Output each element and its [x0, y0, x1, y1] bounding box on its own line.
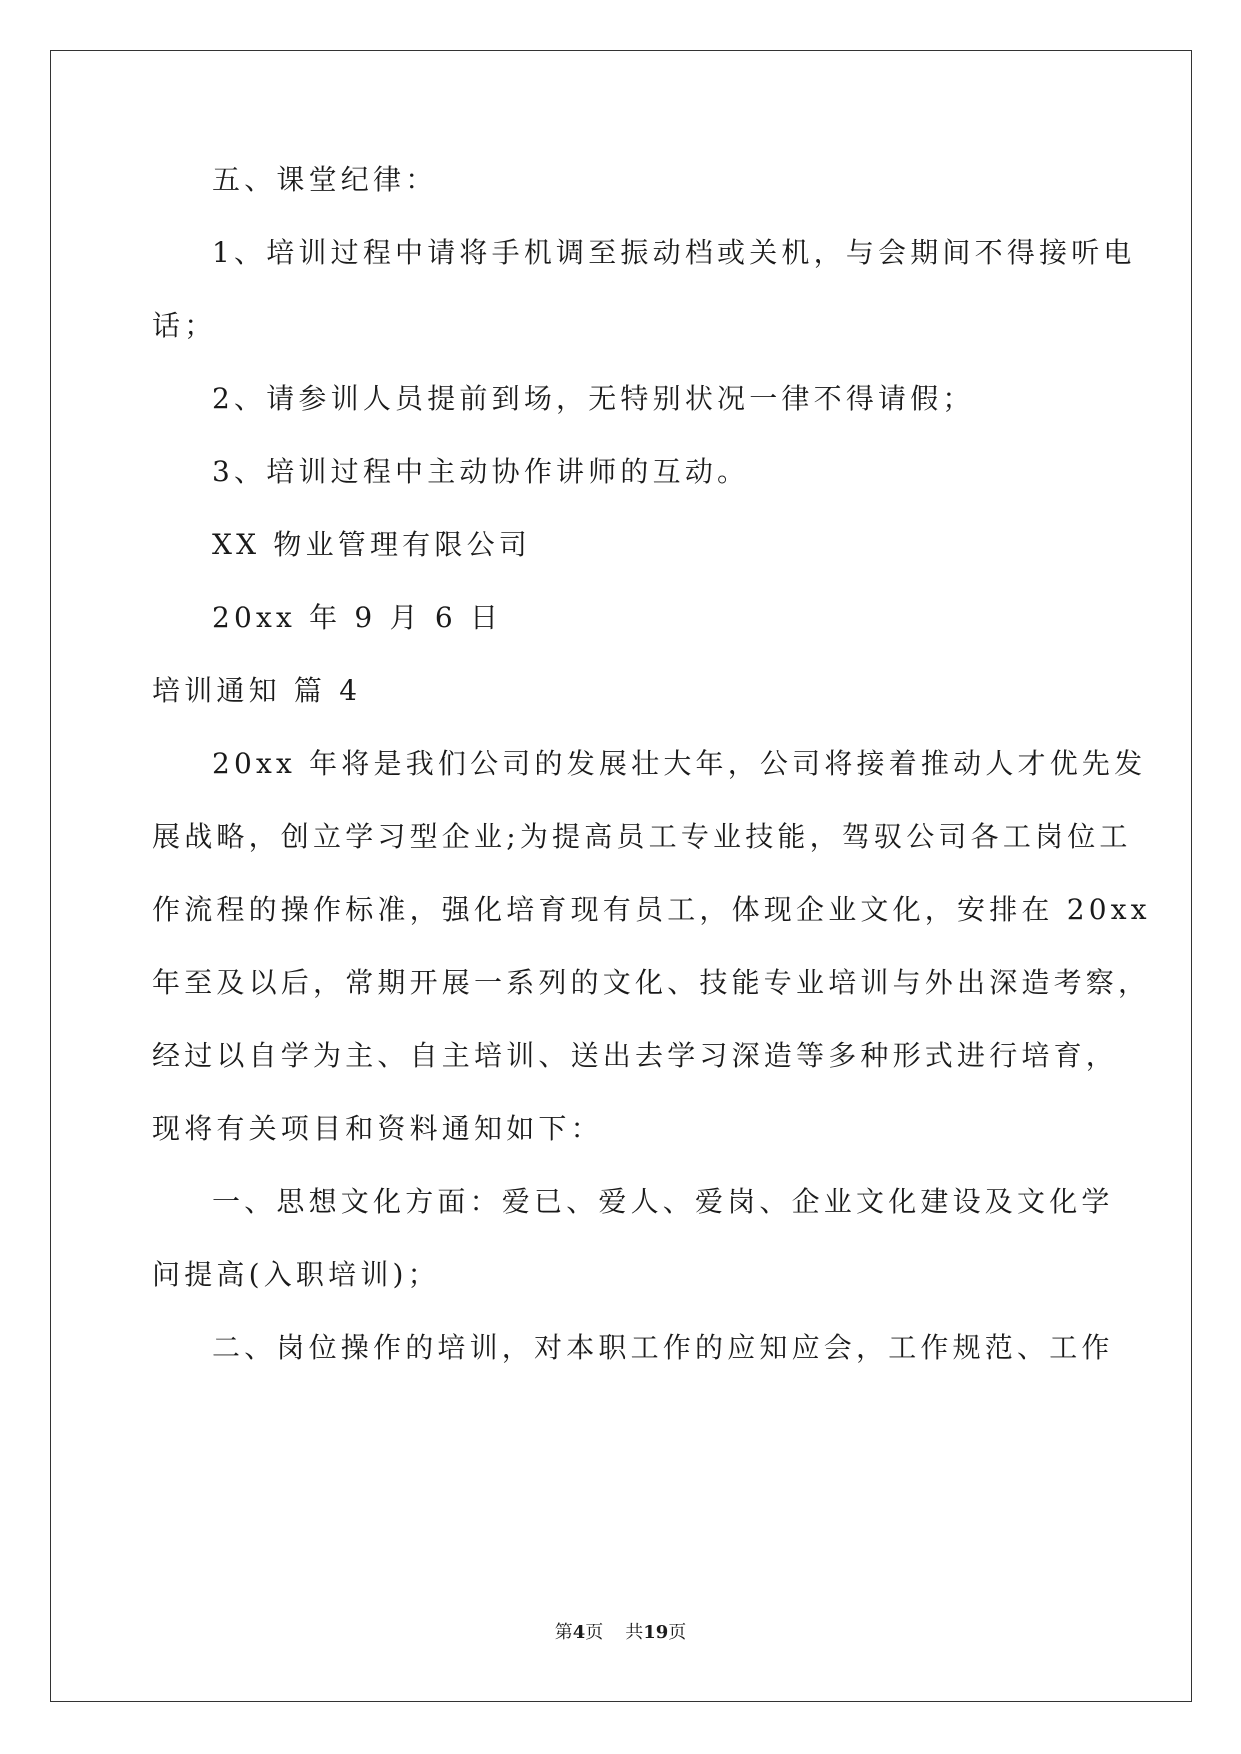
paragraph-line: 经过以自学为主、自主培训、送出去学习深造等多种形式进行培育， [152, 1039, 1119, 1072]
footer-page-number: 4 [572, 1622, 586, 1643]
paragraph-line: 1、培训过程中请将手机调至振动档或关机，与会期间不得接听电 [212, 236, 1136, 269]
section-heading-discipline: 五、课堂纪律： [212, 163, 438, 196]
company-signature: XX 物业管理有限公司 [212, 528, 531, 561]
paragraph-line: 话； [152, 309, 217, 342]
paragraph-line: 现将有关项目和资料通知如下： [152, 1112, 603, 1145]
footer-prefix: 第 [554, 1622, 573, 1643]
paragraph-line: 年至及以后，常期开展一系列的文化、技能专业培训与外出深造考察， [152, 966, 1151, 999]
footer-total-prefix: 共 [625, 1622, 644, 1643]
paragraph-line: 一、思想文化方面：爱已、爱人、爱岗、企业文化建设及文化学 [212, 1185, 1114, 1218]
signature-date: 20xx 年 9 月 6 日 [212, 601, 503, 634]
paragraph-line: 展战略，创立学习型企业;为提高员工专业技能，驾驭公司各工岗位工 [152, 820, 1132, 853]
page-border [50, 50, 1192, 1702]
footer-page-suffix: 页 [585, 1622, 604, 1643]
paragraph-line: 20xx 年将是我们公司的发展壮大年，公司将接着推动人才优先发 [212, 747, 1147, 780]
footer-total-pages: 19 [643, 1622, 669, 1643]
paragraph-line: 2、请参训人员提前到场，无特别状况一律不得请假； [212, 382, 975, 415]
paragraph-line: 作流程的操作标准，强化培育现有员工，体现企业文化，安排在 20xx [152, 893, 1151, 926]
footer-total-suffix: 页 [668, 1622, 687, 1643]
paragraph-line: 3、培训过程中主动协作讲师的互动。 [212, 455, 750, 488]
paragraph-line: 问提高(入职培训)； [152, 1258, 440, 1291]
page-footer [0, 1618, 1241, 1644]
paragraph-line: 二、岗位操作的培训，对本职工作的应知应会，工作规范、工作 [212, 1331, 1114, 1364]
section-title: 培训通知 篇 4 [152, 674, 362, 707]
